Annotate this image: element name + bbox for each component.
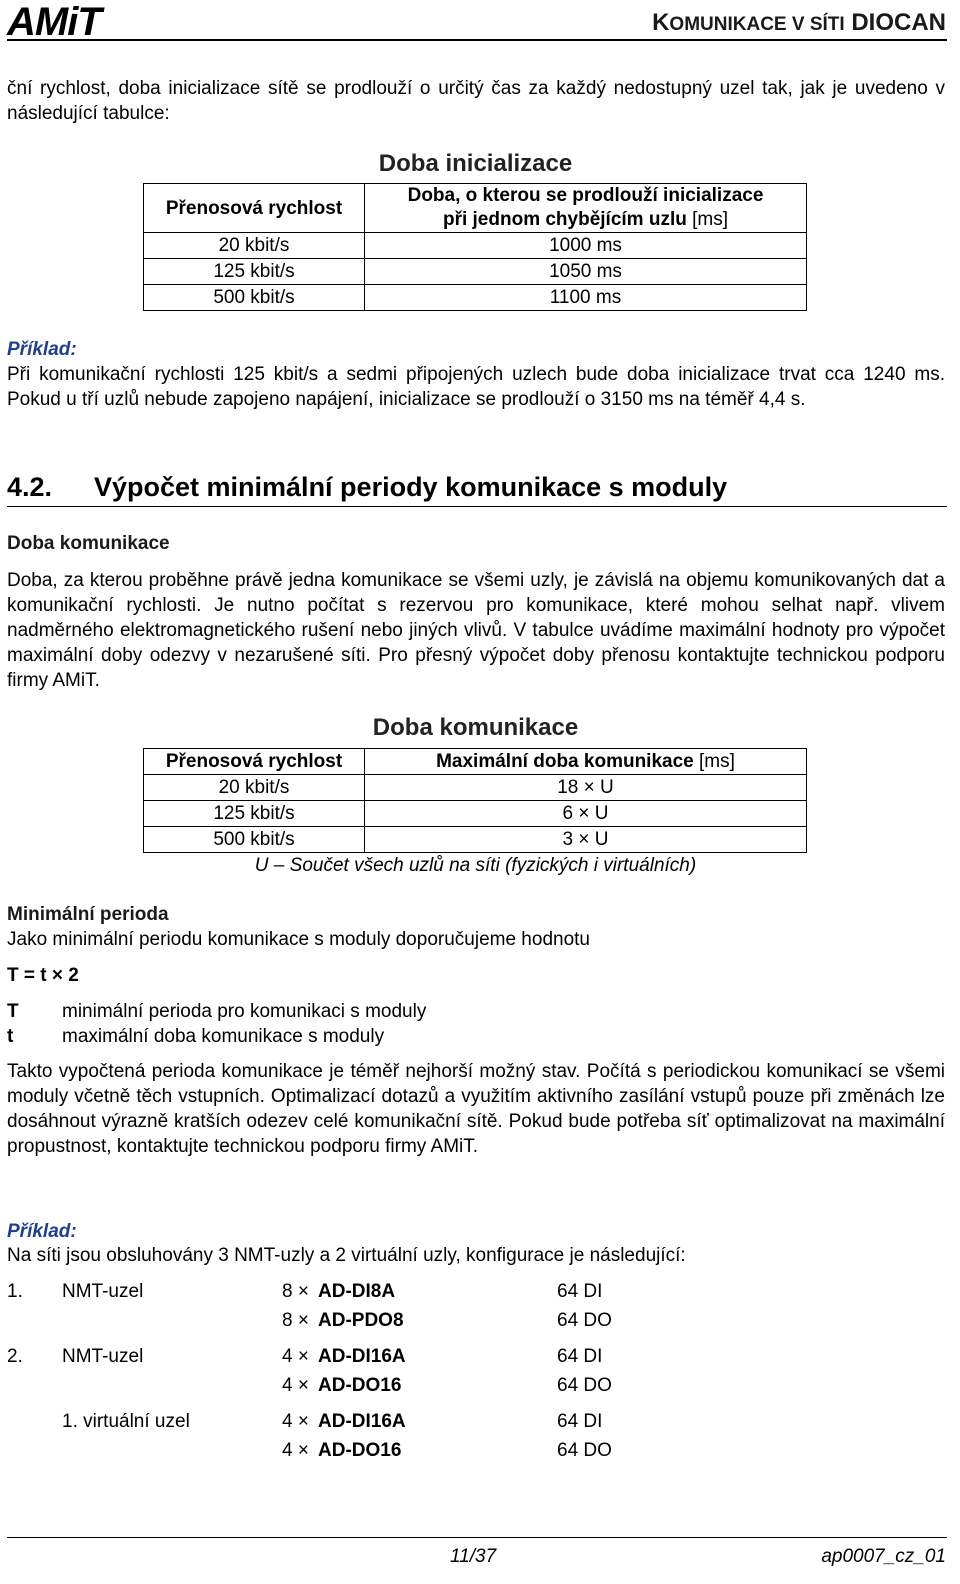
min-period-heading: Minimální perioda (7, 904, 169, 925)
comm-col-value-unit: [ms] (699, 751, 735, 772)
document-id: ap0007_cz_01 (821, 1546, 946, 1567)
rate-cell: 20 kbit/s (144, 775, 365, 801)
init-col-value-header-line1: Doba, o kterou se prodlouží inicializace (407, 185, 764, 206)
logo-text: AMiT (7, 0, 101, 44)
table-row (144, 801, 807, 827)
header-title-prefix: K (652, 9, 670, 36)
config-item-count: 4 × (282, 1411, 309, 1432)
min-period-text: Jako minimální periodu komunikace s moduly doporučujeme hodnotu (7, 929, 590, 950)
comm-col-value-header (365, 749, 807, 775)
amit-logo (7, 0, 101, 44)
comm-table-note: U – Součet všech uzlů na síti (fyzických i virtuálních) (254, 855, 697, 876)
rate-cell: 125 kbit/s (144, 259, 365, 285)
table-row (144, 233, 807, 259)
value-cell: 3 × U (365, 827, 807, 853)
config-group-num: 2. (7, 1346, 23, 1367)
init-col-rate-header: Přenosová rychlost (144, 184, 365, 233)
value-cell: 18 × U (365, 775, 807, 801)
config-item-module: AD-DO16 (318, 1375, 402, 1396)
config-item-io: 64 DO (557, 1440, 612, 1461)
config-item-module: AD-DI16A (318, 1411, 406, 1432)
min-period-paragraph: Takto vypočtená perioda komunikace je téměř nejhorší možný stav. Počítá s periodickou komunikací se všemi moduly včetně těch vstupních. Optimalizací dotazů a využitím aktivního zasílání vstupů pouze při změnách lze dosáhnout výrazně kratších odezev celé komunikační sítě. Pokud bude potřeba síť optimalizovat na maximální propustnost, kontaktujte technickou podporu firmy AMiT. (7, 1061, 945, 1157)
config-item-module: AD-DI16A (318, 1346, 406, 1367)
intro-paragraph: ční rychlost, doba inicializace sítě se prodlouží o určitý čas za každý nedostupný uzel tak, jak je uvedeno v následující tabulce: (7, 78, 945, 124)
config-item-io: 64 DO (557, 1310, 612, 1331)
config-item-count: 8 × (282, 1310, 309, 1331)
footer-divider (7, 1537, 947, 1538)
init-col-value-header-line2: při jednom chybějícím uzlu (442, 209, 687, 230)
config-item-module: AD-DI8A (318, 1281, 396, 1302)
table-row (144, 827, 807, 853)
config-group-num: 1. (7, 1281, 23, 1302)
table-row (144, 259, 807, 285)
rate-cell: 125 kbit/s (144, 801, 365, 827)
example1-label: Příklad: (7, 339, 77, 360)
value-cell: 1000 ms (365, 233, 807, 259)
config-group-name: NMT-uzel (62, 1281, 144, 1302)
table-row (144, 775, 807, 801)
comm-col-rate-header: Přenosová rychlost (144, 749, 365, 775)
value-cell: 6 × U (365, 801, 807, 827)
table-header-row (144, 749, 807, 775)
config-item-count: 4 × (282, 1440, 309, 1461)
rate-cell: 20 kbit/s (144, 233, 365, 259)
config-item-io: 64 DO (557, 1375, 612, 1396)
config-item-io: 64 DI (557, 1346, 603, 1367)
formula: T = t × 2 (7, 965, 79, 986)
header-title-mid: OMUNIKACE V SÍTI (669, 14, 845, 35)
config-item-io: 64 DI (557, 1411, 603, 1432)
example2-text: Na síti jsou obsluhovány 3 NMT-uzly a 2 virtuální uzly, konfigurace je následující: (7, 1245, 686, 1266)
table-row (144, 285, 807, 311)
def-symbol: T (7, 1001, 19, 1022)
comm-col-value-header-text: Maximální doba komunikace (436, 751, 694, 772)
section-number: 4.2. (7, 472, 53, 502)
init-col-value-unit: [ms] (692, 209, 729, 230)
def-symbol: t (7, 1026, 14, 1047)
section-divider (7, 506, 947, 507)
comm-heading: Doba komunikace (7, 533, 170, 554)
config-item-io: 64 DI (557, 1281, 603, 1302)
rate-cell: 500 kbit/s (144, 827, 365, 853)
header-title (652, 9, 946, 39)
config-item-count: 4 × (282, 1375, 309, 1396)
comm-table (143, 748, 807, 853)
value-cell: 1100 ms (365, 285, 807, 311)
comm-table-caption: Doba komunikace (372, 714, 579, 741)
config-item-count: 8 × (282, 1281, 309, 1302)
config-item-count: 4 × (282, 1346, 309, 1367)
init-col-value-header (365, 184, 807, 233)
header-title-suffix: DIOCAN (851, 9, 946, 36)
rate-cell: 500 kbit/s (144, 285, 365, 311)
header-divider (7, 39, 947, 41)
def-description: minimální perioda pro komunikaci s moduly (62, 1001, 427, 1022)
config-item-module: AD-DO16 (318, 1440, 402, 1461)
config-group-name: NMT-uzel (62, 1346, 144, 1367)
value-cell: 1050 ms (365, 259, 807, 285)
config-group-name: 1. virtuální uzel (62, 1411, 190, 1432)
example1-text: Při komunikační rychlosti 125 kbit/s a sedmi připojených uzlech bude doba inicializace trvat cca 1240 ms. Pokud u tří uzlů nebude zapojeno napájení, inicializace se prodlouží o 3150 ms na téměř 4,4 s. (7, 364, 945, 410)
example2-label: Příklad: (7, 1221, 77, 1242)
table-header-row (144, 184, 807, 233)
def-description: maximální doba komunikace s moduly (62, 1026, 385, 1047)
comm-paragraph: Doba, za kterou proběhne právě jedna komunikace se všemi uzly, je závislá na objemu komunikovaných dat a komunikační rychlosti. Je nutno počítat s rezervou pro komunikace, které mohou selhat např. vlivem nadměrného elektromagnetického rušení nebo jiných vlivů. V tabulce uvádíme maximální hodnoty pro výpočet maximální doby odezvy v nezarušené síti. Pro přesný výpočet doby přenosu kontaktujte technickou podporu firmy AMiT. (7, 570, 945, 691)
config-item-module: AD-PDO8 (318, 1310, 404, 1331)
page-number: 11/37 (450, 1546, 497, 1567)
init-table-caption: Doba inicializace (378, 150, 573, 177)
init-table (143, 183, 807, 311)
section-title: Výpočet minimální periody komunikace s moduly (94, 472, 728, 502)
